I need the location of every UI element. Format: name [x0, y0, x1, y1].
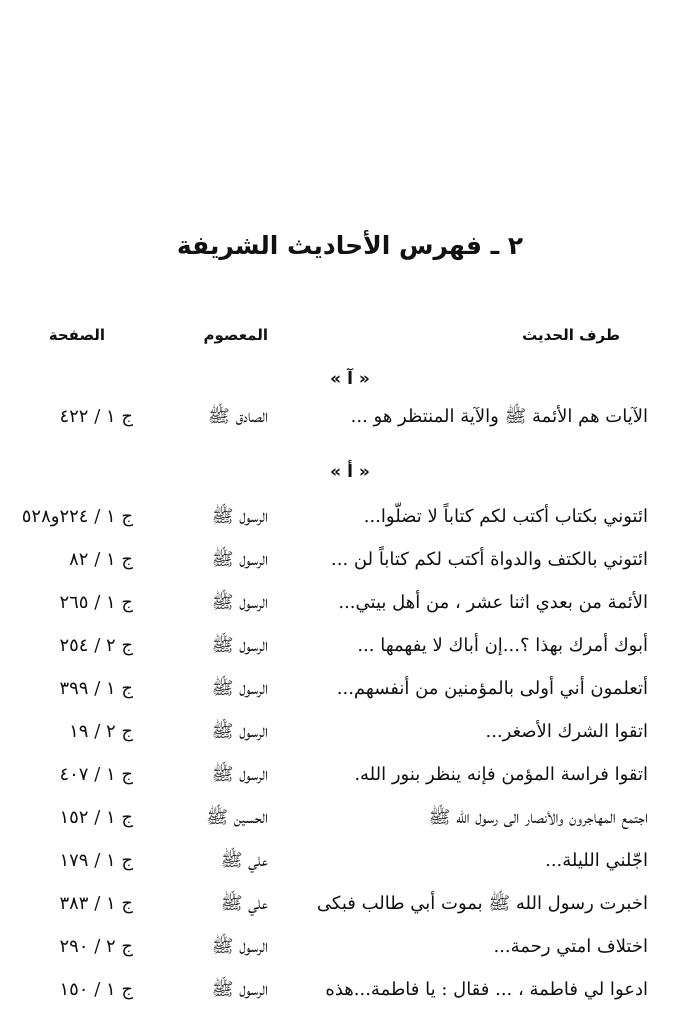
hadith-text: اخبرت رسول الله ﷺ بموت أبي طالب فبكى: [316, 893, 648, 914]
index-row: [0, 887, 700, 921]
index-row: [0, 758, 700, 792]
masum-name: الرسول ﷺ: [211, 936, 268, 957]
masum-name: الحسين ﷺ: [206, 807, 268, 828]
index-row: [0, 586, 700, 620]
page-reference: ج ٢ / ١٩: [69, 721, 133, 742]
index-row: [0, 629, 700, 663]
hadith-text: الأئمة من بعدي اثنا عشر ، من أهل بيتي...: [338, 592, 648, 613]
index-row: [0, 672, 700, 706]
index-row: [0, 543, 700, 577]
hadith-text: ائتوني بكتاب أكتب لكم كتاباً لا تضلّوا...: [363, 506, 648, 527]
section-heading: « آ »: [330, 369, 370, 389]
masum-name: الصادق ﷺ: [208, 406, 268, 427]
page-reference: ج ١ / ١٥٢: [59, 807, 133, 828]
hadith-text: اجّلني الليلة...: [545, 850, 648, 871]
masum-name: الرسول ﷺ: [211, 764, 268, 785]
column-header-page: الصفحة: [48, 326, 105, 344]
index-row: [0, 973, 700, 1007]
index-row: [0, 400, 700, 434]
masum-name: علي ﷺ: [220, 850, 268, 871]
column-header-hadith: طرف الحديث: [522, 326, 620, 344]
page-reference: ج ١ / ١٧٩: [59, 850, 133, 871]
masum-name: علي ﷺ: [220, 893, 268, 914]
hadith-text: أتعلمون أني أولى بالمؤمنين من أنفسهم...: [336, 678, 648, 699]
masum-name: الرسول ﷺ: [211, 721, 268, 742]
page-reference: ج ١ / ٤٢٢: [59, 406, 133, 427]
index-row: [0, 801, 700, 835]
section-heading: « أ »: [330, 462, 370, 482]
hadith-text: الآيات هم الأئمة ﷺ والآية المنتظر هو ...: [350, 406, 648, 427]
hadith-text: اجتمع المهاجرون والأنصار الى رسول الله ﷺ: [428, 807, 648, 828]
index-row: [0, 500, 700, 534]
page-title: ٢ ـ فهرس الأحاديث الشريفة: [176, 231, 524, 260]
index-row: [0, 715, 700, 749]
page-reference: ج ١ / ٨٢: [69, 549, 133, 570]
column-header-masum: المعصوم: [203, 326, 268, 344]
masum-name: الرسول ﷺ: [211, 506, 268, 527]
masum-name: الرسول ﷺ: [211, 592, 268, 613]
index-row: [0, 844, 700, 878]
page-reference: ج ٢ / ٢٩٠: [59, 936, 133, 957]
hadith-text: ائتوني بالكتف والدواة أكتب لكم كتاباً لن ...: [331, 549, 648, 570]
page-reference: ج ١ / ١٥٠: [59, 979, 133, 1000]
masum-name: الرسول ﷺ: [211, 635, 268, 656]
page-reference: ج ١ / ٤٠٧: [59, 764, 133, 785]
hadith-text: أبوك أمرك بهذا ؟...إن أباك لا يفهمها ...: [357, 635, 648, 656]
page-reference: ج ١ / ٣٨٣: [59, 893, 133, 914]
masum-name: الرسول ﷺ: [211, 549, 268, 570]
hadith-text: اتقوا فراسة المؤمن فإنه ينظر بنور الله.: [354, 764, 648, 785]
page-reference: ج ١ / ٢٦٥: [59, 592, 133, 613]
hadith-text: ادعوا لي فاطمة ، ... فقال : يا فاطمة...هذه: [325, 979, 648, 1000]
masum-name: الرسول ﷺ: [211, 979, 268, 1000]
index-row: [0, 930, 700, 964]
masum-name: الرسول ﷺ: [211, 678, 268, 699]
hadith-text: اختلاف امتي رحمة...: [493, 936, 648, 957]
page-reference: ج ١ / ٢٢٤و٥٢٨: [21, 506, 133, 527]
page-reference: ج ٢ / ٢٥٤: [59, 635, 133, 656]
hadith-text: اتقوا الشرك الأصغر...: [485, 721, 648, 742]
page-reference: ج ١ / ٣٩٩: [59, 678, 133, 699]
